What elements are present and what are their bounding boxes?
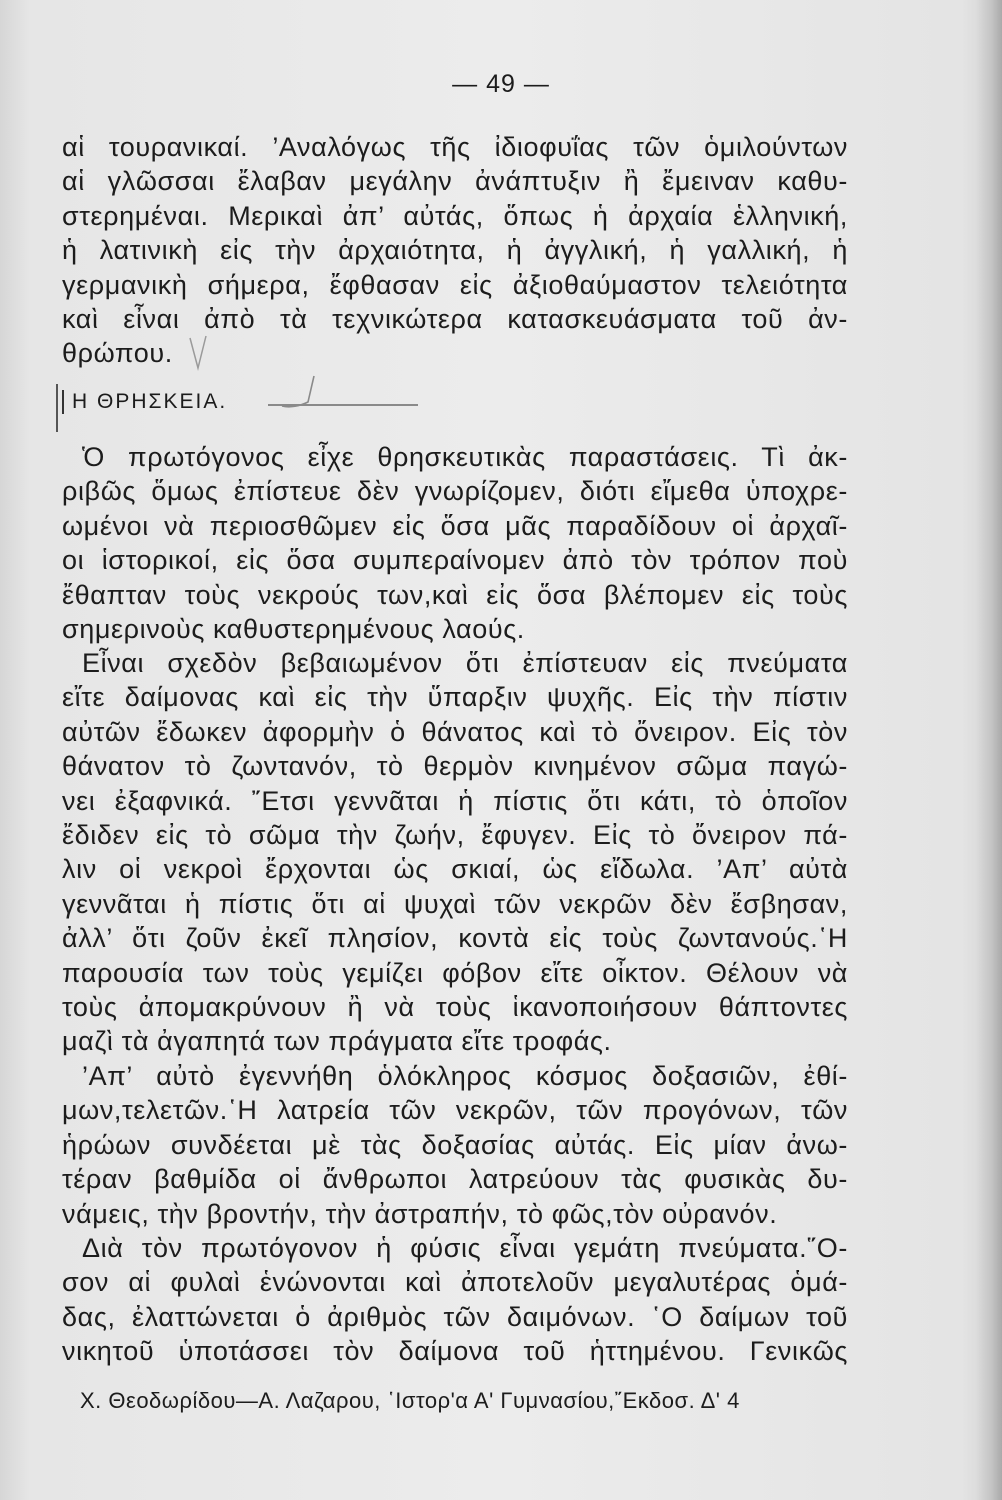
text-line: αὐτῶν ἔδωκεν ἀφορμὴν ὁ θάνατος καὶ τὸ ὄνειρον. Εἰς τὸν xyxy=(62,716,848,747)
page-number: — 49 — xyxy=(452,70,550,98)
text-line: τοὺς ἀπομακρύνουν ἢ νὰ τοὺς ἱκανοποιήσουν θάπτοντες xyxy=(62,991,848,1022)
text-line: ριβῶς ὅμως ἐπίστευε δὲν γνωρίζομεν, διότι εἴμεθα ὑποχρε- xyxy=(62,476,848,507)
page-footer-signature: Χ. Θεοδωρίδου—Α. Λαζαρου, ῾Ιστορ'α Α' Γυμνασίου,῎Εκδοσ. Δ' 4 xyxy=(80,1388,740,1413)
pencil-check-mark xyxy=(186,334,210,372)
text-line: νικητοῦ ὑποτάσσει τὸν δαίμονα τοῦ ἡττημένου. Γενικῶς xyxy=(62,1336,848,1367)
text-line: γεννᾶται ἡ πίστις ὅτι αἱ ψυχαὶ τῶν νεκρῶν δὲν ἔσβησαν, xyxy=(62,888,848,919)
text-line: ἡ λατινικὴ εἰς τὴν ἀρχαιότητα, ἡ ἀγγλική, ἡ γαλλική, ἡ xyxy=(62,235,848,266)
text-line: ωμένοι νὰ περιοσθῶμεν εἰς ὅσα μᾶς παραδίδουν οἱ ἀρχαῖ- xyxy=(62,510,848,541)
text-line: μαζὶ τὰ ἀγαπητά των πράγματα εἴτε τροφάς. xyxy=(62,1026,612,1057)
text-line: σον αἱ φυλαὶ ἑνώνονται καὶ ἀποτελοῦν μεγαλυτέρας ὁμά- xyxy=(62,1267,848,1298)
text-line: τέραν βαθμίδα οἱ ἄνθρωποι λατρεύουν τὰς φυσικὰς δυ- xyxy=(62,1164,848,1195)
text-line: Εἶναι σχεδὸν βεβαιωμένον ὅτι ἐπίστευαν εἰς πνεύματα xyxy=(82,648,848,678)
page-edge-shadow xyxy=(976,0,1002,1500)
text-line: νάμεις, τὴν βροντήν, τὴν ἀστραπήν, τὸ φῶς,τὸν οὐρανόν. xyxy=(62,1198,778,1229)
text-line: ’Απ’ αὐτὸ ἐγεννήθη ὁλόκληρος κόσμος δοξασιῶν, ἐθί- xyxy=(82,1061,848,1091)
text-line: καὶ εἶναι ἀπὸ τὰ τεχνικώτερα κατασκευάσματα τοῦ ἀν- xyxy=(62,303,848,334)
section-heading: Η ΘΡΗΣΚΕΙΑ. xyxy=(62,390,227,414)
text-line: θρώπου. xyxy=(62,338,173,369)
text-line: θάνατον τὸ ζωντανόν, τὸ θερμὸν κινημένον σῶμα παγώ- xyxy=(62,751,848,782)
text-line: αἱ γλῶσσαι ἔλαβαν μεγάλην ἀνάπτυξιν ἢ ἔμειναν καθυ- xyxy=(62,166,848,197)
paragraph-languages xyxy=(62,130,848,371)
text-line: νει ἐξαφνικά. ῎Ετσι γεννᾶται ἡ πίστις ὅτι κάτι, τὸ ὁποῖον xyxy=(62,785,848,816)
margin-bracket xyxy=(56,384,58,432)
text-line: αἱ τουρανικαί. ’Αναλόγως τῆς ἰδιοφυΐας τῶν ὁμιλούντων xyxy=(62,132,848,162)
text-line: δας, ἐλαττώνεται ὁ ἀριθμὸς τῶν δαιμόνων. ῾Ο δαίμων τοῦ xyxy=(62,1301,848,1332)
text-line: σημερινοὺς καθυστερημένους λαούς. xyxy=(62,613,525,644)
paragraph-nature-spirits xyxy=(62,1231,848,1369)
text-line: στερημέναι. Μερικαὶ ἀπ’ αὐτάς, ὅπως ἡ ἀρχαία ἑλληνική, xyxy=(62,200,848,231)
paragraph-spirits xyxy=(62,646,848,1059)
paragraph-worship xyxy=(62,1059,848,1231)
text-line: γερμανικὴ σήμερα, ἔφθασαν εἰς ἀξιοθαύμαστον τελειότητα xyxy=(62,269,848,300)
text-line: λιν οἱ νεκροὶ ἔρχονται ὡς σκιαί, ὡς εἴδωλα. ’Απ’ αὐτὰ xyxy=(62,854,848,885)
text-line: ἔθαπταν τοὺς νεκρούς των,καὶ εἰς ὅσα βλέπομεν εἰς τοὺς xyxy=(62,579,848,610)
pencil-annotation xyxy=(280,372,328,412)
text-line: μων,τελετῶν.῾Η λατρεία τῶν νεκρῶν, τῶν προγόνων, τῶν xyxy=(62,1095,848,1126)
text-line: Διὰ τὸν πρωτόγονον ἡ φύσις εἶναι γεμάτη πνεύματα.῞Ο- xyxy=(82,1233,848,1263)
text-line: εἴτε δαίμονας καὶ εἰς τὴν ὕπαρξιν ψυχῆς. Εἰς τὴν πίστιν xyxy=(62,682,848,713)
text-line: οι ἱστορικοί, εἰς ὅσα συμπεραίνομεν ἀπὸ τὸν τρόπον ποὺ xyxy=(62,545,848,576)
text-line: Ὁ πρωτόγονος εἶχε θρησκευτικὰς παραστάσεις. Τὶ ἀκ- xyxy=(82,442,848,472)
text-line: παρουσία των τοὺς γεμίζει φόβον εἴτε οἶκτον. Θέλουν νὰ xyxy=(62,957,848,988)
text-line: ἡρώων συνδέεται μὲ τὰς δοξασίας αὐτάς. Εἰς μίαν ἀνω- xyxy=(62,1129,848,1160)
pencil-underline xyxy=(268,404,418,406)
text-line: ἔδιδεν εἰς τὸ σῶμα τὴν ζωήν, ἔφυγεν. Εἰς τὸ ὄνειρον πά- xyxy=(62,819,848,850)
paragraph-religion-intro xyxy=(62,440,848,646)
text-line: ἀλλ’ ὅτι ζοῦν ἐκεῖ πλησίον, κοντὰ εἰς τοὺς ζωντανούς.῾Η xyxy=(62,923,848,954)
